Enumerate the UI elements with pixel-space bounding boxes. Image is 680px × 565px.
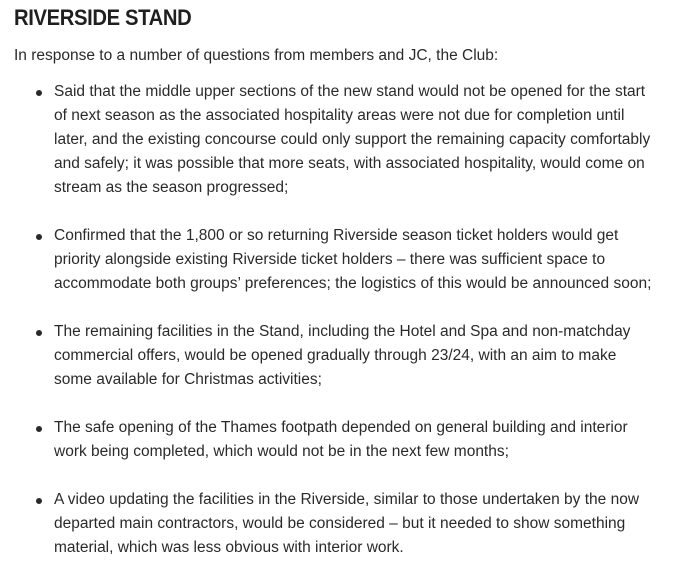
bullet-dot-icon bbox=[36, 426, 42, 432]
bullet-line: material, which was less obvious with interior work. bbox=[54, 539, 404, 556]
bullet-line: Said that the middle upper sections of the new stand would not be opened for the start bbox=[54, 83, 646, 100]
bullet-line: departed main contractors, would be considered – but it needed to show something bbox=[54, 515, 626, 532]
bullet-line: and safely; it was possible that more seats, with associated hospitality, would come on bbox=[54, 155, 645, 172]
bullet-line: commercial offers, would be opened gradually through 23/24, with an aim to make bbox=[54, 347, 617, 364]
bullet-item-1 bbox=[14, 80, 680, 200]
bullet-line: later, and the existing concourse could only support the remaining capacity comfortably bbox=[54, 131, 651, 148]
bullet-dot-icon bbox=[36, 234, 42, 240]
bullet-line: priority alongside existing Riverside ticket holders – there was sufficient space to bbox=[54, 251, 606, 268]
bullet-item-2 bbox=[14, 224, 680, 296]
bullet-item-5 bbox=[14, 488, 680, 560]
bullet-line: accommodate both groups’ preferences; the logistics of this would be announced soon; bbox=[54, 275, 652, 292]
bullet-item-3 bbox=[14, 320, 680, 392]
bullet-line: some available for Christmas activities; bbox=[54, 371, 322, 388]
intro-paragraph: In response to a number of questions from members and JC, the Club: bbox=[14, 47, 499, 64]
bullet-line: of next season as the associated hospitality areas were not due for completion until bbox=[54, 107, 625, 124]
bullet-dot-icon bbox=[36, 498, 42, 504]
bullet-dot-icon bbox=[36, 90, 42, 96]
bullet-line: A video updating the facilities in the Riverside, similar to those undertaken by the now bbox=[54, 491, 640, 508]
bullet-line: The remaining facilities in the Stand, including the Hotel and Spa and non-matchday bbox=[54, 323, 631, 340]
bullet-dot-icon bbox=[36, 330, 42, 336]
bullet-line: Confirmed that the 1,800 or so returning Riverside season ticket holders would get bbox=[54, 227, 619, 244]
bullet-line: work being completed, which would not be in the next few months; bbox=[54, 443, 509, 460]
bullet-item-4 bbox=[14, 416, 680, 464]
bullet-line: stream as the season progressed; bbox=[54, 179, 289, 196]
section-title: RIVERSIDE STAND bbox=[14, 5, 192, 30]
bullet-line: The safe opening of the Thames footpath depended on general building and interior bbox=[54, 419, 628, 436]
bullet-list bbox=[14, 80, 680, 560]
